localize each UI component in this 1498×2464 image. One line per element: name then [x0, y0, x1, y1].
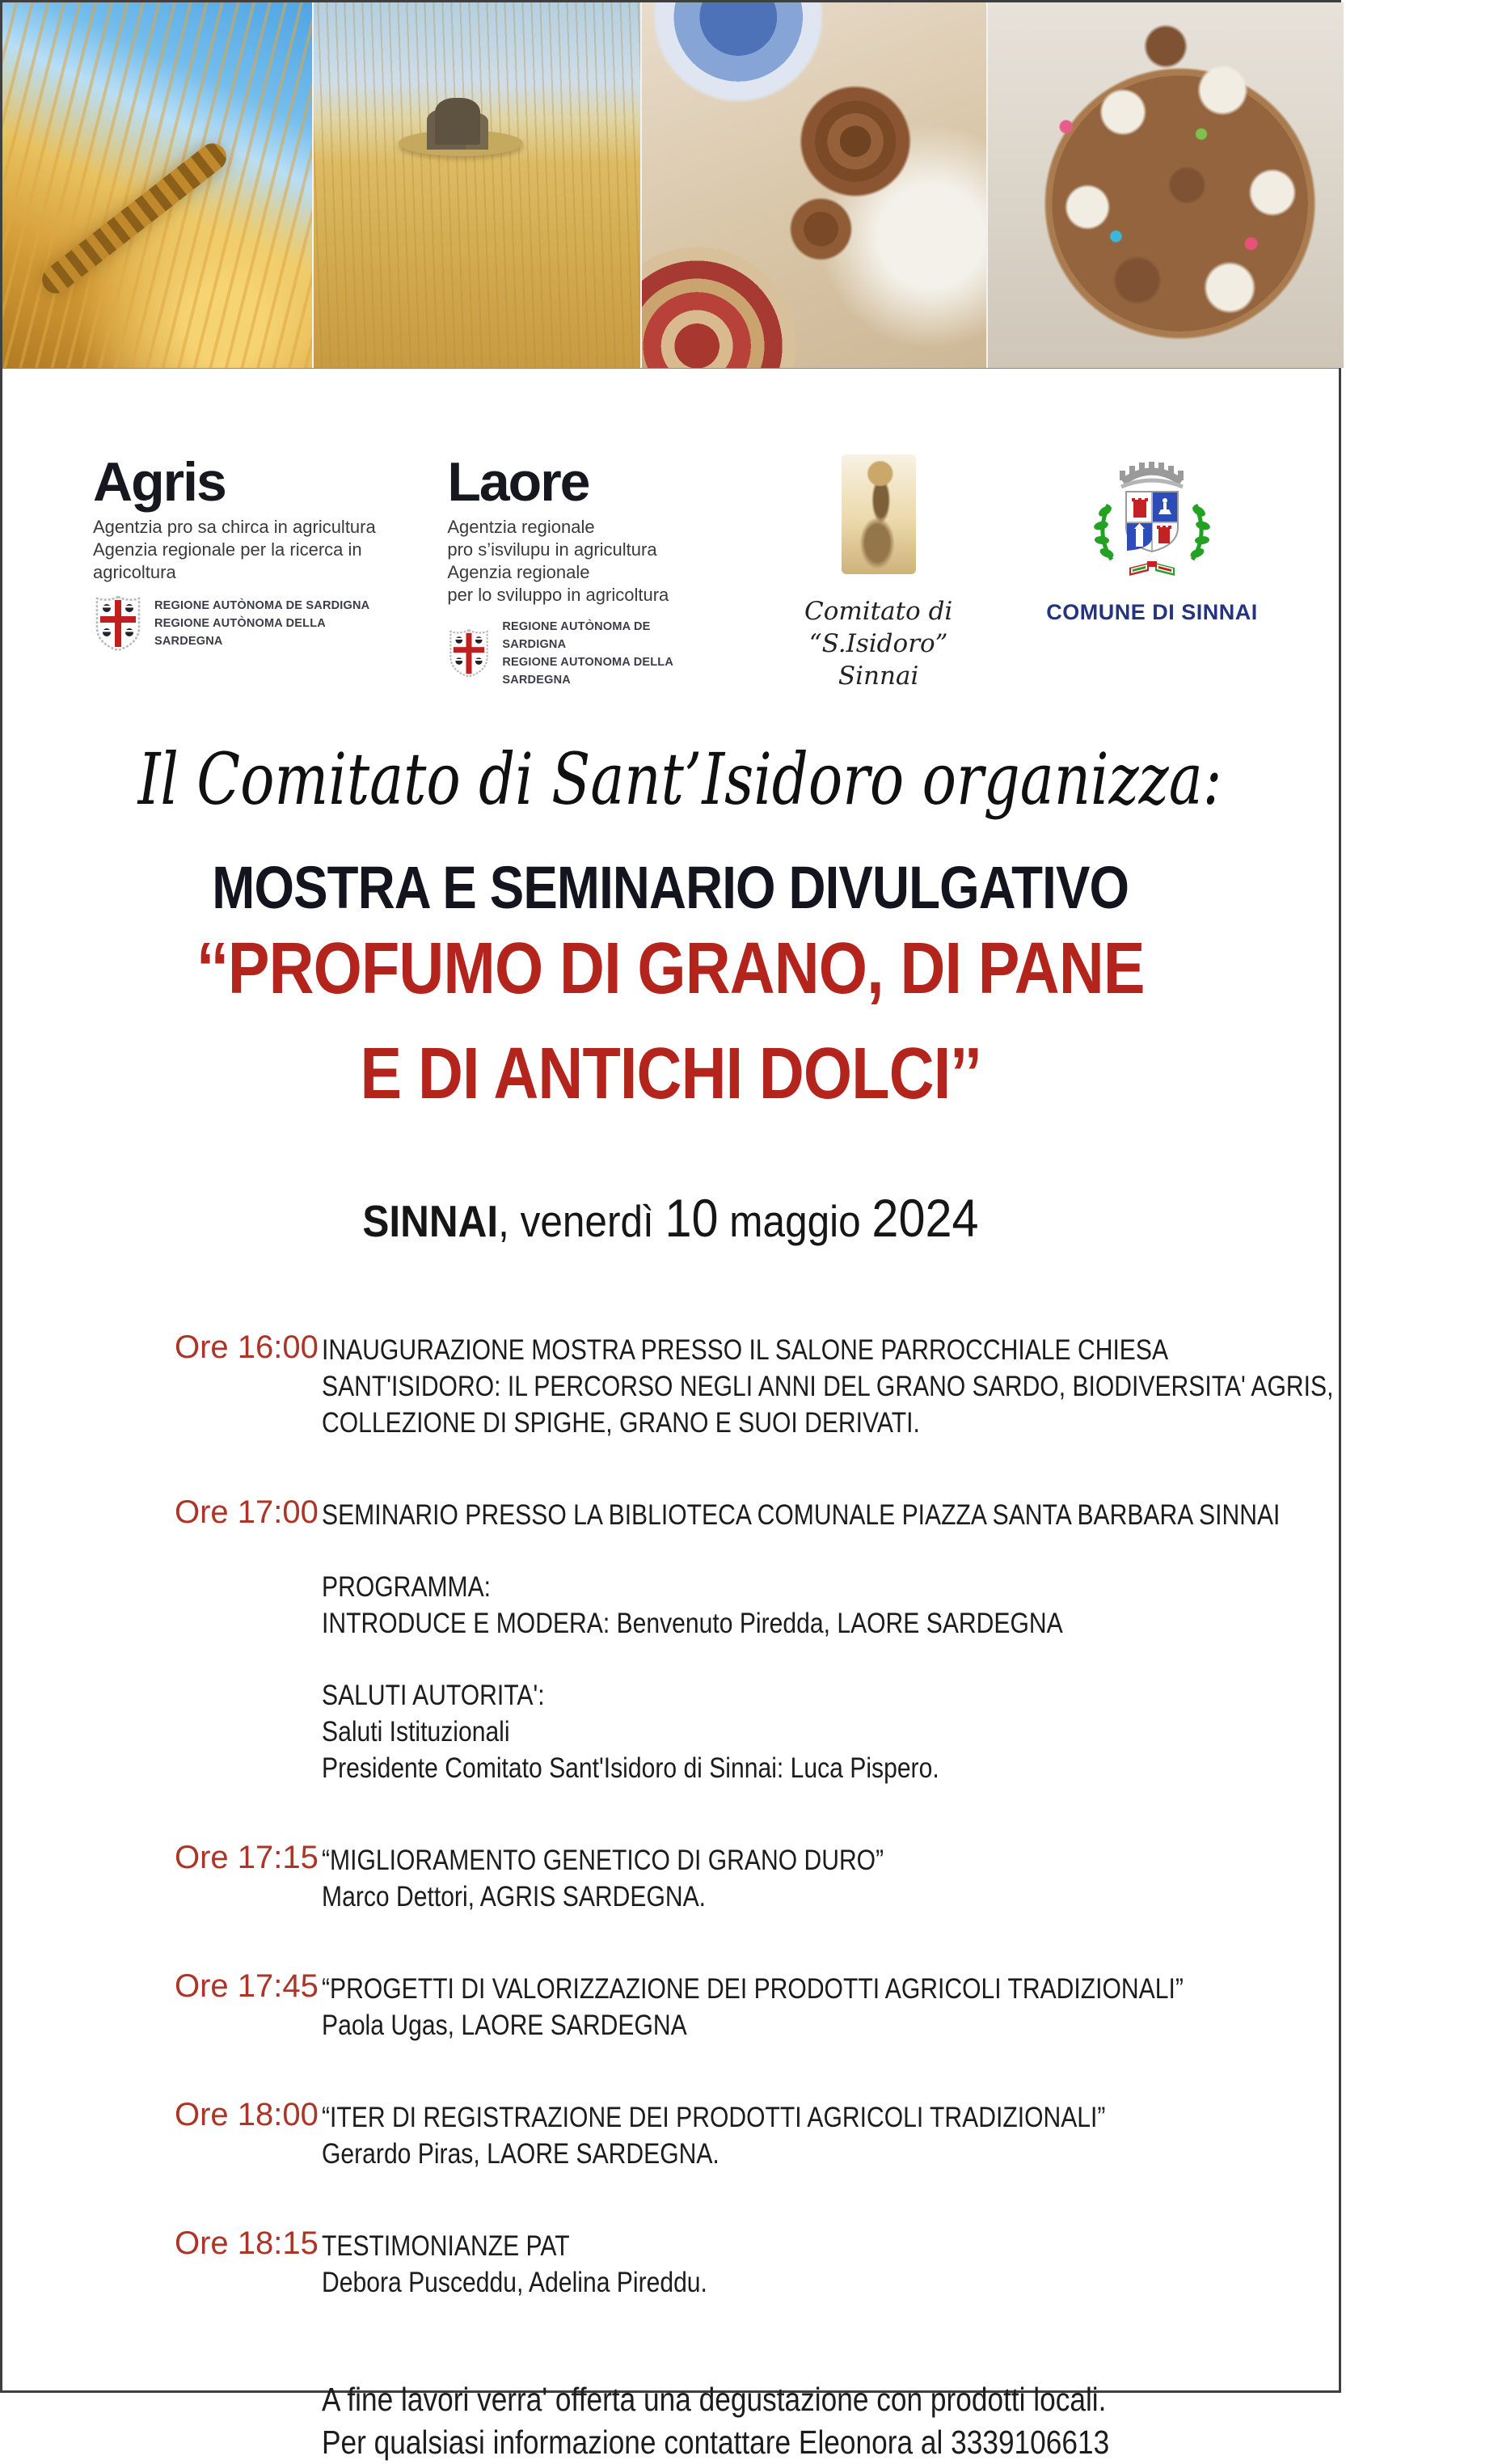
schedule-row [175, 2225, 1290, 2301]
sinnai-coat-icon [1043, 454, 1261, 592]
agris-subtitle-italian: Agenzia regionale per la ricerca in agricoltura [93, 539, 362, 582]
schedule-row-body [322, 1968, 1323, 2043]
schedule-time: Ore 16:00 [175, 1329, 319, 1365]
agris-logo [93, 451, 384, 648]
event-title [2, 927, 1339, 1137]
agris-region-line1: REGIONE AUTÒNOMA DE SARDIGNA [154, 599, 370, 612]
footer-line2: Per qualsiasi informazione contattare Eleonora al 3339106613 [322, 2424, 1110, 2461]
comitato-logo [778, 454, 980, 691]
sardinia-coat-icon [447, 628, 491, 678]
schedule-row [175, 2097, 1290, 2172]
agris-subtitle-sardinian: Agentzia pro sa chirca in agricultura [93, 517, 376, 537]
schedule-line: COLLEZIONE DI SPIGHE, GRANO E SUOI DERIVATI. [322, 1407, 920, 1439]
schedule-paragraph [322, 1497, 1436, 1533]
event-title-line2: E DI ANTICHI DOLCI’’ [360, 1033, 981, 1114]
schedule-line: Debora Pusceddu, Adelina Pireddu. [322, 2267, 707, 2298]
schedule-paragraph [322, 1971, 1323, 2043]
sardinia-coat-icon [93, 595, 143, 652]
schedule-time: Ore 18:00 [175, 2097, 319, 2132]
schedule-line: INTRODUCE E MODERA: Benvenuto Piredda, LAORE SARDEGNA [322, 1608, 1063, 1639]
schedule-row [175, 1329, 1334, 1441]
schedule-row [175, 1968, 1290, 2043]
nuraghe-tower-shape [435, 98, 480, 146]
laore-subtitle-line4: per lo sviluppo in agricoltura [447, 585, 669, 605]
schedule-paragraph [322, 1677, 1436, 1786]
event-city: SINNAI [362, 1196, 499, 1246]
date-sep1: , venerdì [498, 1196, 665, 1246]
event-type-line: MOSTRA E SEMINARIO DIVULGATIVO [212, 854, 1129, 921]
laore-region-line2: REGIONE AUTONOMA DELLA SARDEGNA [502, 656, 673, 687]
schedule-row-body [322, 2097, 1233, 2172]
schedule-line: “MIGLIORAMENTO GENETICO DI GRANO DURO” [322, 1845, 884, 1876]
schedule-row-body [322, 1329, 1498, 1441]
schedule-line: Presidente Comitato Sant'Isidoro di Sinnai: Luca Pispero. [322, 1752, 939, 1784]
laore-wordmark: Laore [447, 451, 589, 513]
schedule-line: TESTIMONIANZE PAT [322, 2230, 570, 2262]
comitato-line1: Comitato di [804, 597, 953, 626]
date-sep2: maggio [718, 1196, 872, 1246]
wheat-field-nuraghe-photo [312, 2, 639, 368]
schedule-line: INAUGURAZIONE MOSTRA PRESSO IL SALONE PARROCCHIALE CHIESA [322, 1334, 1169, 1366]
schedule [175, 1329, 1334, 2301]
comune-sinnai-logo [1043, 454, 1261, 642]
schedule-line: Paola Ugas, LAORE SARDEGNA [322, 2010, 687, 2041]
schedule-paragraph [322, 1842, 975, 1915]
footer-line1: A fine lavori verra' offerta una degustazione con prodotti locali. [322, 2381, 1107, 2418]
schedule-time: Ore 17:00 [175, 1494, 319, 1530]
schedule-row [175, 1840, 1290, 1915]
organizer-line: Il Comitato di Sant’Isidoro organizza: [137, 738, 1222, 821]
schedule-line: SALUTI AUTORITA': [322, 1680, 545, 1711]
logos-row [2, 451, 1339, 691]
schedule-line: PROGRAMMA: [322, 1571, 492, 1603]
comitato-line2: “S.Isidoro” Sinnai [808, 629, 948, 691]
laore-subtitle-line1: Agentzia regionale [447, 517, 595, 537]
schedule-time: Ore 17:45 [175, 1968, 319, 2004]
event-year: 2024 [871, 1188, 979, 1248]
agris-region-line2: REGIONE AUTÒNOMA DELLA SARDEGNA [154, 617, 326, 648]
photo-banner [2, 2, 1339, 369]
laore-region-line1: REGIONE AUTÒNOMA DE SARDIGNA [502, 620, 651, 651]
basket-sweets-photo [640, 2, 986, 368]
schedule-time: Ore 17:15 [175, 1840, 319, 1875]
event-title-line1: ‘‘PROFUMO DI GRANO, DI PANE [196, 928, 1145, 1009]
schedule-paragraph [322, 2099, 1233, 2172]
schedule-line: SANT'ISIDORO: IL PERCORSO NEGLI ANNI DEL GRANO SARDO, BIODIVERSITA' AGRIS, [322, 1371, 1334, 1402]
saint-isidore-image [842, 454, 916, 574]
schedule-line: Saluti Istituzionali [322, 1716, 510, 1748]
laore-logo [447, 451, 714, 687]
schedule-line: Marco Dettori, AGRIS SARDEGNA. [322, 1881, 707, 1912]
schedule-row-body [322, 1494, 1436, 1786]
event-date [2, 1187, 1339, 1249]
laore-subtitle-line2: pro s’isvilupu in agricultura [447, 539, 657, 560]
footer-note [322, 2378, 1290, 2464]
schedule-paragraph [322, 2228, 770, 2301]
comune-label: COMUNE DI SINNAI [1046, 600, 1258, 624]
event-type-heading [2, 853, 1339, 922]
laore-subtitle-line3: Agenzia regionale [447, 562, 590, 582]
schedule-time: Ore 18:15 [175, 2225, 319, 2261]
schedule-row [175, 1494, 1290, 1786]
schedule-line: Gerardo Piras, LAORE SARDEGNA. [322, 2138, 719, 2170]
pastries-plate-photo [986, 2, 1344, 368]
schedule-line: “ITER DI REGISTRAZIONE DEI PRODOTTI AGRICOLI TRADIZIONALI” [322, 2102, 1106, 2133]
agris-wordmark: Agris [93, 451, 226, 513]
wheat-ears-sky-photo [2, 2, 312, 368]
schedule-paragraph [322, 1332, 1498, 1441]
schedule-line: SEMINARIO PRESSO LA BIBLIOTECA COMUNALE PIAZZA SANTA BARBARA SINNAI [322, 1499, 1281, 1531]
organizer-heading [2, 738, 1339, 821]
wheat-ear-shape [36, 137, 232, 298]
schedule-row-body [322, 2225, 770, 2301]
schedule-row-body [322, 1840, 975, 1915]
schedule-line: “PROGETTI DI VALORIZZAZIONE DEI PRODOTTI AGRICOLI TRADIZIONALI” [322, 1973, 1184, 2005]
event-day: 10 [665, 1188, 719, 1248]
schedule-paragraph [322, 1569, 1436, 1642]
